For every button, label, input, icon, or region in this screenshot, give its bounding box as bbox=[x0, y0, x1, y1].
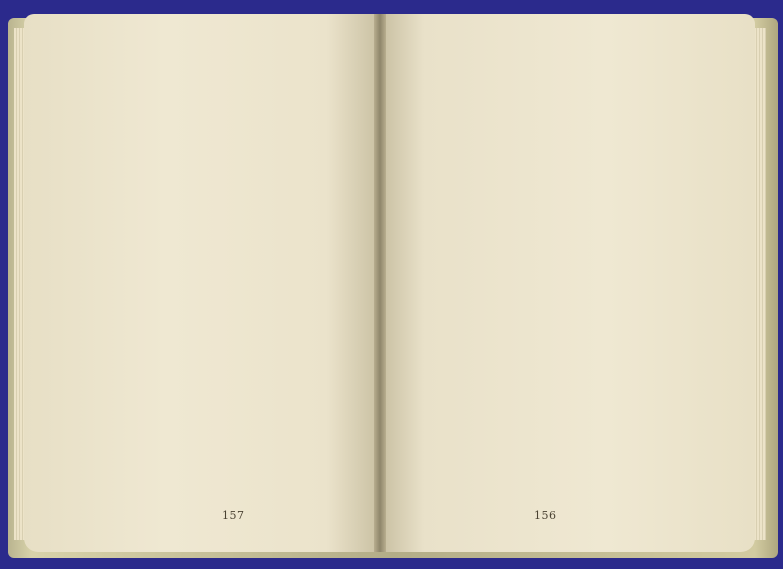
left-page-number: 157 bbox=[222, 509, 245, 522]
right-page-text bbox=[405, 84, 705, 484]
book-gutter bbox=[374, 14, 386, 552]
page-edge-right bbox=[754, 28, 766, 540]
left-page bbox=[24, 14, 380, 552]
left-page-text bbox=[50, 84, 350, 484]
right-page bbox=[379, 14, 755, 552]
right-page-number: 156 bbox=[534, 509, 557, 522]
